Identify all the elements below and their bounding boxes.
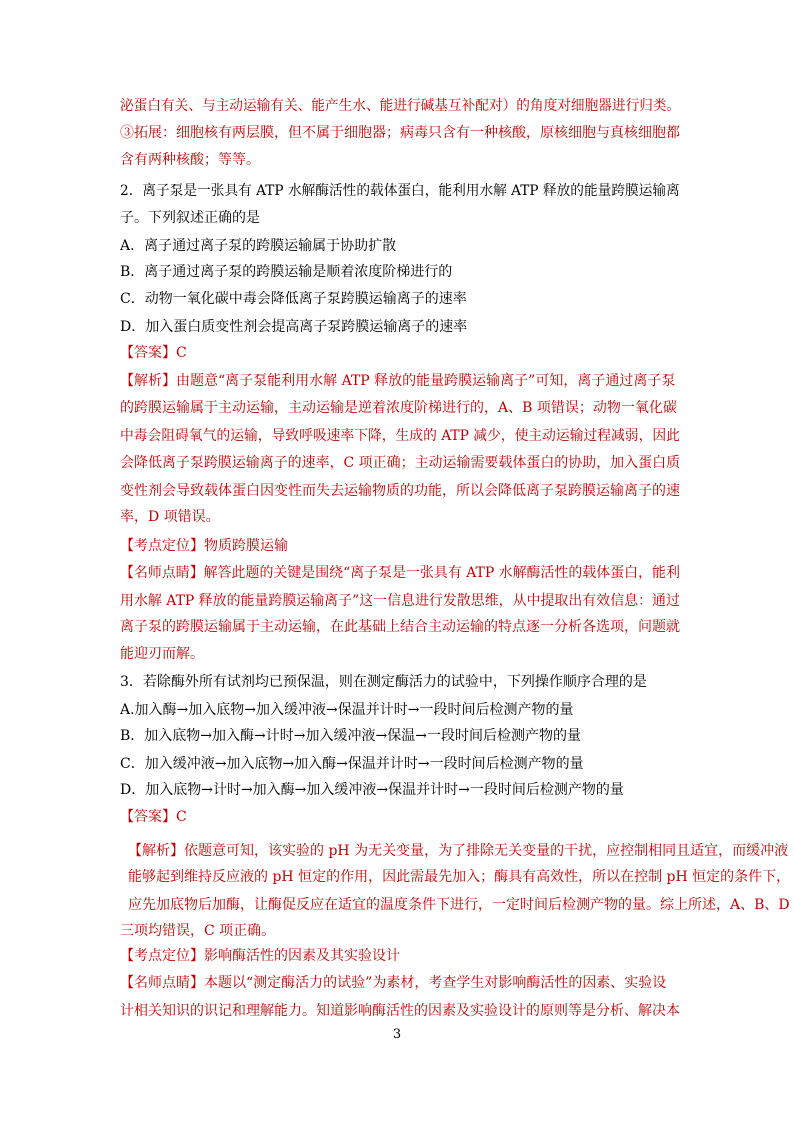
- text-line: 【名师点睛】本题以“测定酶活力的试验”为素材，考查学生对影响酶活性的因素、实验设: [120, 975, 667, 991]
- text-line: 【解析】依题意可知，该实验的 pH 为无关变量，为了排除无关变量的干扰，应控制相同且适宜，而缓冲液: [128, 843, 789, 859]
- text-line: 用水解 ATP 释放的能量跨膜运输离子”这一信息进行发散思维，从中提取出有效信息：通过: [120, 593, 680, 609]
- text-line: 能迎刃而解。: [120, 646, 204, 662]
- text-line: 离子泵的跨膜运输属于主动运输，在此基础上结合主动运输的特点逐一分析各选项，问题就: [120, 619, 680, 635]
- text-line: 能够起到维持反应液的 pH 恒定的作用，因此需最先加入；酶具有高效性，所以在控制 pH 恒定的条件下，: [128, 869, 791, 885]
- text-line: 三项均错误，C 项正确。: [120, 923, 276, 939]
- text-line: 的跨膜运输属于主动运输，主动运输是逆着浓度阶梯进行的，A、B 项错误；动物一氧化碳: [120, 400, 677, 416]
- text-line: A.加入酶→加入底物→加入缓冲液→保温并计时→一段时间后检测产物的量: [120, 702, 574, 718]
- text-line: 含有两种核酸；等等。: [120, 152, 260, 168]
- text-line: 【答案】C: [120, 809, 187, 825]
- text-line: 中毒会阻碍氧气的运输，导致呼吸速率下降，生成的 ATP 减少，使主动运输过程减弱，因此: [120, 428, 680, 444]
- text-line: 【考点定位】物质跨膜运输: [120, 538, 288, 554]
- text-line: 泌蛋白有关、与主动运输有关、能产生水、能进行碱基互补配对）的角度对细胞器进行归类。: [120, 98, 681, 114]
- text-line: 变性剂会导致载体蛋白因变性而失去运输物质的功能，所以会降低离子泵跨膜运输离子的速: [120, 483, 680, 499]
- text-line: 【解析】由题意“离子泵能利用水解 ATP 释放的能量跨膜运输离子”可知，离子通过离子泵: [120, 373, 676, 389]
- text-line: 应先加底物后加酶，让酶促反应在适宜的温度条件下进行，一定时间后检测产物的量。综上所述，A、B、D: [128, 897, 790, 913]
- text-line: 3．若除酶外所有试剂均已预保温，则在测定酶活力的试验中，下列操作顺序合理的是: [120, 674, 647, 690]
- text-line: D．加入底物→计时→加入酶→加入缓冲液→保温并计时→一段时间后检测产物的量: [120, 782, 624, 798]
- page-number: 3: [392, 1027, 402, 1042]
- text-line: 【名师点睛】解答此题的关键是围绕“离子泵是一张具有 ATP 水解酶活性的载体蛋白，能利: [120, 565, 680, 581]
- text-line: 【答案】C: [120, 345, 187, 361]
- text-line: 率，D 项错误。: [120, 509, 220, 525]
- text-line: 会降低离子泵跨膜运输离子的速率，C 项正确；主动运输需要载体蛋白的协助，加入蛋白质: [120, 455, 681, 471]
- text-line: C．动物一氧化碳中毒会降低离子泵跨膜运输离子的速率: [120, 291, 467, 307]
- text-line: 【考点定位】影响酶活性的因素及其实验设计: [120, 948, 400, 964]
- text-line: 子。下列叙述正确的是: [120, 210, 260, 226]
- text-line: A．离子通过离子泵的跨膜运输属于协助扩散: [120, 238, 397, 254]
- text-line: D．加入蛋白质变性剂会提高离子泵跨膜运输离子的速率: [120, 319, 468, 335]
- text-line: C．加入缓冲液→加入底物→加入酶→保温并计时→一段时间后检测产物的量: [120, 756, 584, 772]
- text-line: 2．离子泵是一张具有 ATP 水解酶活性的载体蛋白，能利用水解 ATP 释放的能量跨膜运输离: [120, 183, 680, 199]
- text-line: B．加入底物→加入酶→计时→加入缓冲液→保温→一段时间后检测产物的量: [120, 728, 581, 744]
- text-line: 计相关知识的识记和理解能力。知道影响酶活性的因素及实验设计的原则等是分析、解决本: [120, 1003, 680, 1019]
- text-line: B．离子通过离子泵的跨膜运输是顺着浓度阶梯进行的: [120, 264, 453, 280]
- text-line: ③拓展：细胞核有两层膜，但不属于细胞器；病毒只含有一种核酸，原核细胞与真核细胞都: [120, 125, 680, 141]
